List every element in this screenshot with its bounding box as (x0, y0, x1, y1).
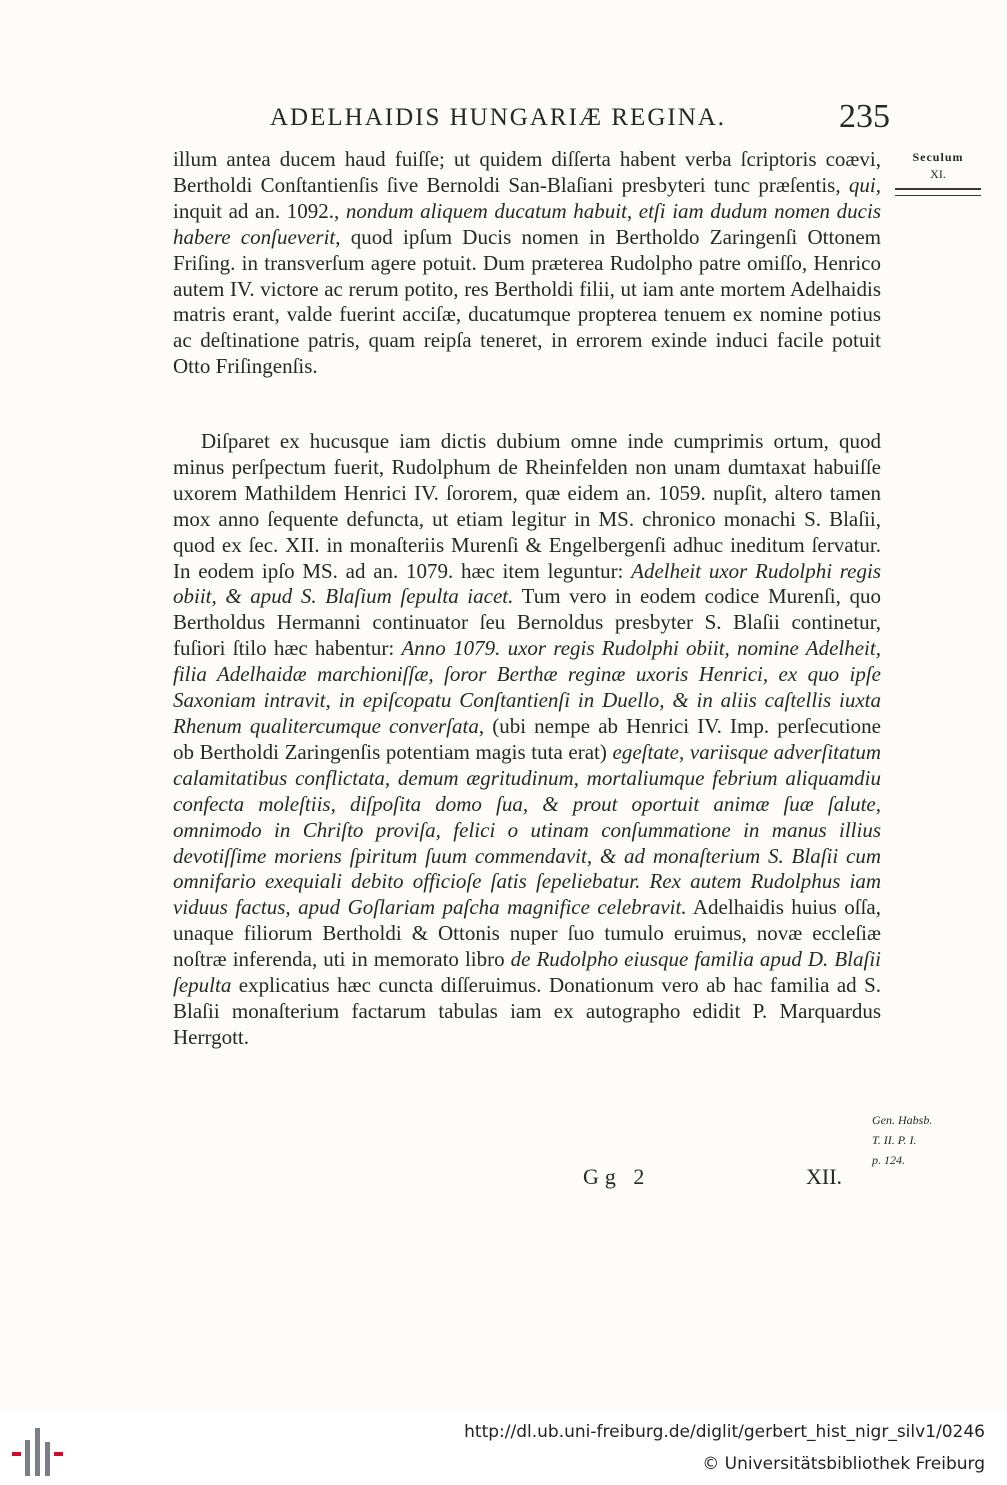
p2-italic-f: egeſtate, variisque adverſitatum calamitatibus conflictata, demum ægritudinum, mortaliumque febrium aliquamdiu confecta moleſtiis, diſpoſita domo ſua, & prout oportuit animæ ſuæ ſalute, omnimodo in Chriſto proviſa, felici o utinam conſummatione in manus illius devotiſſime moriens ſpiritum ſuum commendavit, & ad monaſterium S. Blaſii cum omnifario exequiali debito officioſe ſatis ſepeliebatur. Rex autem Rudolphus iam viduus factus, apud Goſlariam paſcha magnifice celebravit. (173, 739, 881, 920)
p2-italic-b: Adelheit uxor Rudolphi regis obiit, & apud S. Blaſium ſepulta iacet. (173, 558, 881, 609)
logo-bar-right (54, 1452, 63, 1456)
logo-bar-grey-1 (25, 1440, 30, 1476)
running-header (270, 100, 890, 140)
viewer-footer (0, 1412, 1007, 1485)
note-line-1: Gen. Habsb. (872, 1113, 933, 1127)
marginal-rule (895, 188, 981, 196)
logo-bar-left (12, 1452, 21, 1456)
note-line-2: T. II. P. I. (872, 1133, 917, 1147)
century-number: XI. (930, 167, 946, 181)
reference-marginal-note (872, 1110, 982, 1170)
ub-freiburg-logo-icon (12, 1420, 66, 1480)
seculum-label: Seculum (912, 150, 964, 164)
p2-italic-h: de Rudolpho eiusque familia apud D. Blaſii ſepulta (173, 947, 881, 998)
p2-italic-d: Anno 1079. uxor regis Rudolphi obiit, nomine Adelheit, filia Adelhaidæ marchioniſſæ, ſoror Berthæ reginæ uxoris Henrici, ex quo ipſe Saxoniam intravit, in epiſcopatu Conſtantienſi in Duello, & in aliis caſtellis iuxta Rhenum qualitercumque converſata (173, 636, 881, 738)
p1-text-c: , inquit ad an. 1092., (173, 172, 881, 223)
century-marginal (892, 150, 984, 196)
p2-text-a: Diſparet ex hucusque iam dictis dubium omne inde cumprimis ortum, quod minus perſpectum fuerit, Rudolphum de Rheinfelden non unam dumtaxat habuiſſe uxorem Mathildem Henrici IV. ſororem, quæ eidem an. 1059. nupſit, altero tamen mox anno ſequente defuncta, ut etiam legitur in MS. chronico monachi S. Blaſii, quod ex ſec. XII. in monaſteriis Murenſi & Engelbergenſi adhuc ineditum ſervatur. In eodem ipſo MS. ad an. 1079. hæc item leguntur: (173, 429, 881, 583)
p2-text-e: , (ubi nempe ab Henrici IV. Imp. perſecutione ob Bertholdi Zaringenſis potentiam magis tuta erat) (173, 713, 881, 764)
paragraph-2 (173, 429, 881, 1051)
note-line-3: p. 124. (872, 1153, 905, 1167)
p1-italic-b: qui (848, 172, 876, 197)
signature-mark: Gg 2 (583, 1164, 651, 1189)
copyright-notice: © Universitätsbibliothek Freiburg (702, 1454, 985, 1474)
catchword: XII. (806, 1164, 843, 1189)
p1-text-e: , quod ipſum Ducis nomen in Bertholdo Zaringenſi Ottonem Friſing. in transverſum agere potuit. Dum præterea Rudolpho patre omiſſo, Henrico autem IV. victore ac rerum potito, res Bertholdi filii, ut iam ante mortem Adelhaidis matris erant, valde fuerint acciſæ, ducatumque propterea tenuem ex nomine potius ac deſtinatione patris, quam reipſa teneret, in errorem exinde induci facile potuit Otto Friſingenſis. (173, 224, 882, 379)
paragraph-1 (173, 147, 881, 380)
p1-text-a: illum antea ducem haud fuiſſe; ut quidem diſſerta habent verba ſcriptoris coævi, Bertholdi Conſtantienſis ſive Bernoldi San-Blaſiani presbyteri tunc præſentis, (173, 147, 881, 197)
permalink-url[interactable]: http://dl.ub.uni-freiburg.de/diglit/gerbert_hist_nigr_silv1/0246 (464, 1422, 985, 1442)
page-number: 235 (839, 98, 890, 135)
logo-bar-grey-2 (35, 1428, 40, 1476)
p2-text-i: explicatius hæc cuncta diſſeruimus. Donationum vero ab hac familia ad S. Blaſii monaſterium factarum tabulas iam ex autographo edidit P. Marquardus Herrgott. (173, 973, 881, 1049)
p2-text-c: Tum vero in eodem codice Murenſi, quo Bertholdus Hermanni continuator ſeu Bernoldus presbyter S. Blaſii continetur, fuſiori ſtilo hæc habentur: (173, 584, 881, 661)
p2-text-g: Adelhaidis huius oſſa, unaque filiorum Bertholdi & Ottonis nuper ſuo tumulo eruimus, novæ eccleſiæ noſtræ inferenda, uti in memorato libro (173, 895, 881, 972)
logo-bar-grey-3 (45, 1442, 50, 1476)
running-title: ADELHAIDIS HUNGARIÆ REGINA. (270, 104, 727, 131)
p1-italic-d: nondum aliquem ducatum habuit, etſi iam dudum nomen ducis habere conſueverit (173, 198, 881, 249)
